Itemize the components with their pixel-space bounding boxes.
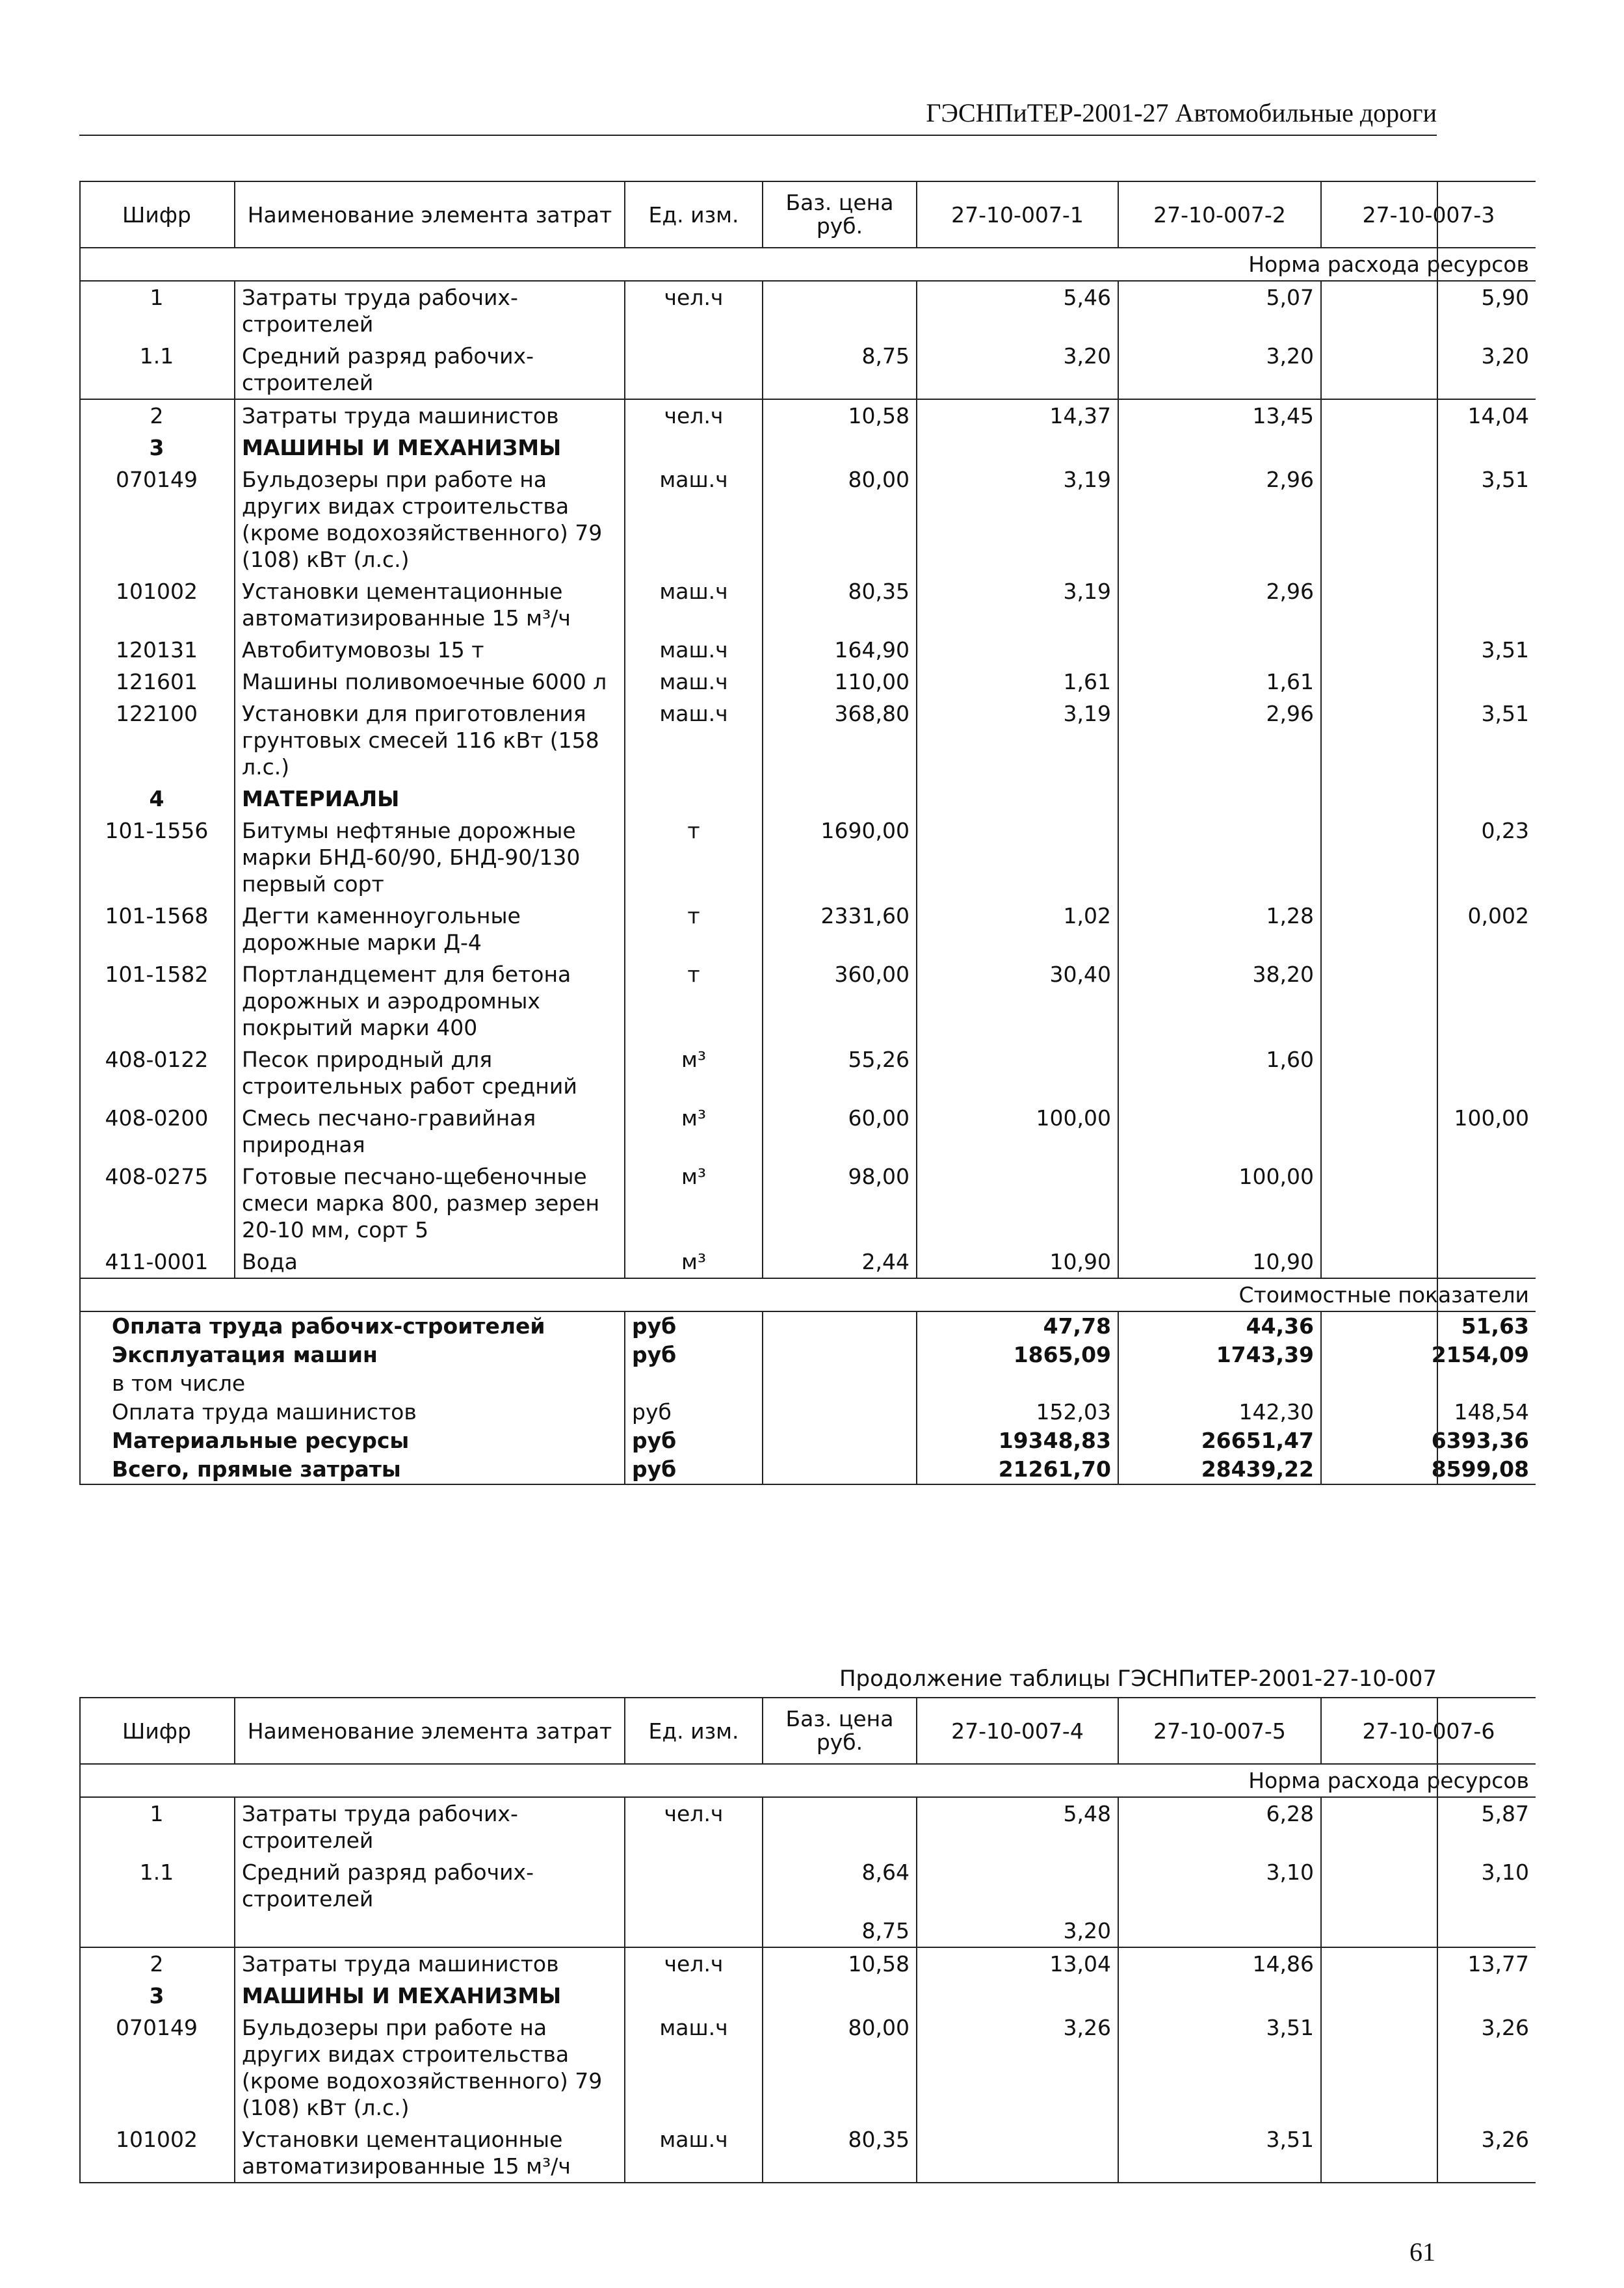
norm-value: 3,10 bbox=[1118, 1856, 1321, 1915]
table-row bbox=[79, 2124, 1536, 2183]
base-price: 8,75 bbox=[763, 340, 917, 399]
cost-value: 1865,09 bbox=[917, 1341, 1118, 1369]
resource-code: 070149 bbox=[79, 2012, 235, 2124]
resource-unit: маш.ч bbox=[625, 634, 763, 666]
norm-value: 14,04 bbox=[1321, 399, 1536, 432]
norm-value bbox=[1118, 1915, 1321, 1947]
norm-value: 3,26 bbox=[1481, 2015, 1529, 2040]
resource-code: 121601 bbox=[79, 666, 235, 698]
resource-name: МАШИНЫ И МЕХАНИЗМЫ bbox=[235, 1980, 625, 2012]
norm-label: Норма расхода ресурсов bbox=[79, 1764, 1536, 1797]
base-price: 80,35 bbox=[763, 575, 917, 634]
column-header: Наименование элемента затрат bbox=[235, 1698, 625, 1764]
resource-name: Дегти каменноугольные дорожные марки Д-4 bbox=[235, 900, 625, 958]
column-header: Баз. цена руб. bbox=[763, 181, 917, 248]
base-price: 60,00 bbox=[763, 1102, 917, 1161]
cost-value: 1743,39 bbox=[1118, 1341, 1321, 1369]
norm-value bbox=[917, 1044, 1118, 1102]
base-price: 360,00 bbox=[763, 958, 917, 1044]
norm-value bbox=[1118, 634, 1321, 666]
norm-value bbox=[917, 1856, 1118, 1915]
norm-value bbox=[917, 634, 1118, 666]
resource-unit: маш.ч bbox=[625, 666, 763, 698]
resource-unit bbox=[625, 1856, 763, 1915]
cost-name: Материальные ресурсы bbox=[79, 1427, 625, 1455]
norm-value: 3,51 bbox=[1118, 2124, 1321, 2183]
table-continuation-caption: Продолжение таблицы ГЭСНПиТЕР-2001-27-10-007 bbox=[839, 1666, 1437, 1692]
table-row bbox=[79, 464, 1536, 575]
resource-code: 3 bbox=[79, 1980, 235, 2012]
cost-value bbox=[1321, 1369, 1536, 1398]
cost-row bbox=[79, 1427, 1536, 1455]
resource-unit: м³ bbox=[625, 1161, 763, 1246]
norm-value: 10,90 bbox=[917, 1246, 1118, 1278]
norm-value: 3,20 bbox=[917, 340, 1118, 399]
cost-value: 28439,22 bbox=[1118, 1455, 1321, 1484]
resource-unit: чел.ч bbox=[625, 1797, 763, 1856]
resource-unit bbox=[625, 1980, 763, 2012]
base-price: 10,58 bbox=[763, 399, 917, 432]
column-header: Наименование элемента затрат bbox=[235, 181, 625, 248]
table-header-row bbox=[79, 1698, 1536, 1764]
cost-name: Оплата труда машинистов bbox=[79, 1398, 625, 1427]
cost-row bbox=[79, 1369, 1536, 1398]
table-row bbox=[79, 1102, 1536, 1161]
cost-row bbox=[79, 1311, 1536, 1341]
resource-name bbox=[235, 1915, 625, 1947]
cost-unit: руб bbox=[625, 1427, 763, 1455]
resource-unit: м³ bbox=[625, 1246, 763, 1278]
column-header: Шифр bbox=[79, 181, 235, 248]
resource-name: Затраты труда машинистов bbox=[235, 1947, 625, 1980]
norm-value bbox=[1321, 783, 1536, 815]
empty-cell bbox=[763, 1341, 917, 1369]
norm-value: 5,07 bbox=[1118, 281, 1321, 340]
resource-code: 4 bbox=[79, 783, 235, 815]
resource-name: Песок природный для строительных работ средний bbox=[235, 1044, 625, 1102]
resource-unit: м³ bbox=[625, 1102, 763, 1161]
norm-value bbox=[1321, 1044, 1536, 1102]
norm-value: 1,02 bbox=[917, 900, 1118, 958]
empty-cell bbox=[763, 1427, 917, 1455]
cost-value bbox=[1118, 1369, 1321, 1398]
cost-name: Всего, прямые затраты bbox=[79, 1455, 625, 1484]
norm-value: 5,46 bbox=[917, 281, 1118, 340]
norm-value bbox=[1118, 783, 1321, 815]
norm-value: 5,90 bbox=[1481, 285, 1529, 310]
norm-value: 0,002 bbox=[1467, 903, 1529, 928]
cost-value: 2154,09 bbox=[1431, 1342, 1529, 1367]
resource-name: Установки цементационные автоматизированные 15 м³/ч bbox=[235, 575, 625, 634]
norm-value: 3,10 bbox=[1481, 1860, 1529, 1885]
resource-code: 1.1 bbox=[79, 340, 235, 399]
base-price: 80,00 bbox=[763, 464, 917, 575]
cost-value: 6393,36 bbox=[1431, 1428, 1529, 1453]
norm-value: 3,19 bbox=[917, 698, 1118, 783]
resource-name: Машины поливомоечные 6000 л bbox=[235, 666, 625, 698]
resource-unit: маш.ч bbox=[625, 2012, 763, 2124]
base-price: 10,58 bbox=[763, 1947, 917, 1980]
column-header: 27-10-007-3 bbox=[1321, 181, 1536, 248]
resource-name: Средний разряд рабочих-строителей bbox=[235, 340, 625, 399]
norm-value: 13,77 bbox=[1321, 1947, 1536, 1980]
norm-value: 100,00 bbox=[1118, 1161, 1321, 1246]
cost-unit: руб bbox=[625, 1311, 763, 1341]
table-row bbox=[79, 666, 1536, 698]
norm-value: 1,61 bbox=[1118, 666, 1321, 698]
table-row bbox=[79, 575, 1536, 634]
empty-cell bbox=[763, 1398, 917, 1427]
resource-unit bbox=[625, 432, 763, 464]
resource-name: Затраты труда рабочих-строителей bbox=[235, 281, 625, 340]
cost-unit: руб bbox=[625, 1398, 763, 1427]
resource-code: 120131 bbox=[79, 634, 235, 666]
cost-name: Эксплуатация машин bbox=[79, 1341, 625, 1369]
table-row bbox=[79, 399, 1536, 432]
resource-name: Затраты труда машинистов bbox=[235, 399, 625, 432]
norm-value: 3,51 bbox=[1481, 637, 1529, 663]
resource-name: Бульдозеры при работе на других видах строительства (кроме водохозяйственного) 79 (108) кВт (л.с.) bbox=[235, 2012, 625, 2124]
norm-value bbox=[1321, 1246, 1536, 1278]
resource-name: Смесь песчано-гравийная природная bbox=[235, 1102, 625, 1161]
resource-code: 101-1582 bbox=[79, 958, 235, 1044]
column-header: Ед. изм. bbox=[625, 1698, 763, 1764]
column-header: Шифр bbox=[79, 1698, 235, 1764]
norm-value: 3,26 bbox=[1321, 2124, 1536, 2183]
norm-value bbox=[1321, 1161, 1536, 1246]
table-row bbox=[79, 1947, 1536, 1980]
base-price: 80,00 bbox=[763, 2012, 917, 2124]
table-row bbox=[79, 340, 1536, 399]
base-price: 1690,00 bbox=[763, 815, 917, 900]
norm-value: 14,37 bbox=[917, 399, 1118, 432]
table-row bbox=[79, 1246, 1536, 1278]
norm-value bbox=[917, 2124, 1118, 2183]
norm-value bbox=[1321, 1980, 1536, 2012]
norm-value: 3,19 bbox=[917, 464, 1118, 575]
resource-code: 1.1 bbox=[79, 1856, 235, 1915]
norm-value: 3,26 bbox=[917, 2012, 1118, 2124]
table-row bbox=[79, 1856, 1536, 1915]
column-header: Ед. изм. bbox=[625, 181, 763, 248]
resource-name: Бульдозеры при работе на других видах строительства (кроме водохозяйственного) 79 (108) кВт (л.с.) bbox=[235, 464, 625, 575]
resource-name: МАТЕРИАЛЫ bbox=[235, 783, 625, 815]
resource-code: 070149 bbox=[79, 464, 235, 575]
norm-value bbox=[1321, 1915, 1536, 1947]
column-header: 27-10-007-5 bbox=[1118, 1698, 1321, 1764]
norm-value: 5,48 bbox=[917, 1797, 1118, 1856]
norm-value: 3,20 bbox=[1481, 343, 1529, 369]
norm-value: 6,28 bbox=[1118, 1797, 1321, 1856]
resource-code: 2 bbox=[79, 1947, 235, 1980]
base-price: 368,80 bbox=[763, 698, 917, 783]
resource-code: 1 bbox=[79, 281, 235, 340]
resource-name: Затраты труда рабочих-строителей bbox=[235, 1797, 625, 1856]
cost-row bbox=[79, 1341, 1536, 1369]
norm-value: 1,61 bbox=[917, 666, 1118, 698]
cost-unit: руб bbox=[625, 1341, 763, 1369]
base-price: 110,00 bbox=[763, 666, 917, 698]
base-price bbox=[763, 783, 917, 815]
cost-value bbox=[917, 1369, 1118, 1398]
norm-value: 3,51 bbox=[1481, 467, 1529, 492]
table-row bbox=[79, 1980, 1536, 2012]
resource-unit: т bbox=[625, 900, 763, 958]
norm-value bbox=[1118, 1980, 1321, 2012]
table-row bbox=[79, 1797, 1536, 1856]
cost-value: 148,54 bbox=[1454, 1399, 1529, 1425]
table-header-row bbox=[79, 181, 1536, 248]
base-price: 55,26 bbox=[763, 1044, 917, 1102]
norm-value bbox=[1118, 815, 1321, 900]
cost-value: 152,03 bbox=[917, 1398, 1118, 1427]
norm-value: 10,90 bbox=[1118, 1246, 1321, 1278]
cost-name: в том числе bbox=[79, 1369, 625, 1398]
resource-name: Готовые песчано-щебеночные смеси марка 800, размер зерен 20-10 мм, сорт 5 bbox=[235, 1161, 625, 1246]
resource-name: МАШИНЫ И МЕХАНИЗМЫ bbox=[235, 432, 625, 464]
norm-value: 38,20 bbox=[1118, 958, 1321, 1044]
norm-value: 30,40 bbox=[917, 958, 1118, 1044]
resource-code: 101002 bbox=[79, 575, 235, 634]
norm-value bbox=[917, 815, 1118, 900]
resource-unit: чел.ч bbox=[625, 281, 763, 340]
base-price: 2331,60 bbox=[763, 900, 917, 958]
norm-value bbox=[917, 432, 1118, 464]
table-row bbox=[79, 634, 1536, 666]
table-row bbox=[79, 1915, 1536, 1947]
table-row bbox=[79, 815, 1536, 900]
resource-unit: чел.ч bbox=[625, 1947, 763, 1980]
resource-code: 101002 bbox=[79, 2124, 235, 2183]
page-number: 61 bbox=[1409, 2237, 1435, 2267]
cost-value: 47,78 bbox=[917, 1311, 1118, 1341]
norm-value: 14,86 bbox=[1118, 1947, 1321, 1980]
cost-value: 8599,08 bbox=[1321, 1455, 1536, 1484]
base-price: 8,75 bbox=[763, 1915, 917, 1947]
norm-value: 3,20 bbox=[917, 1915, 1118, 1947]
base-price bbox=[763, 1980, 917, 2012]
cost-value: 51,63 bbox=[1461, 1313, 1529, 1339]
resource-unit: маш.ч bbox=[625, 698, 763, 783]
base-price: 80,35 bbox=[763, 2124, 917, 2183]
base-price: 2,44 bbox=[763, 1246, 917, 1278]
cost-row bbox=[79, 1398, 1536, 1427]
table-row bbox=[79, 432, 1536, 464]
cost-unit: руб bbox=[625, 1455, 763, 1484]
resource-unit: чел.ч bbox=[625, 399, 763, 432]
resource-code: 1 bbox=[79, 1797, 235, 1856]
norm-value: 100,00 bbox=[1454, 1105, 1529, 1131]
cost-label-row bbox=[79, 1278, 1536, 1311]
base-price: 8,64 bbox=[763, 1856, 917, 1915]
norm-value: 3,20 bbox=[1118, 340, 1321, 399]
cost-value: 21261,70 bbox=[917, 1455, 1118, 1484]
empty-cell bbox=[763, 1311, 917, 1341]
cost-value: 142,30 bbox=[1118, 1398, 1321, 1427]
table-row bbox=[79, 698, 1536, 783]
norm-value: 2,96 bbox=[1118, 698, 1321, 783]
norm-value bbox=[917, 1161, 1118, 1246]
base-price bbox=[763, 1797, 917, 1856]
resource-table-2 bbox=[79, 1697, 1536, 2183]
resource-code bbox=[79, 1915, 235, 1947]
table-row bbox=[79, 281, 1536, 340]
column-header: 27-10-007-1 bbox=[917, 181, 1118, 248]
norm-label: Норма расхода ресурсов bbox=[79, 248, 1536, 281]
table-row bbox=[79, 783, 1536, 815]
norm-value bbox=[1321, 666, 1536, 698]
resource-code: 3 bbox=[79, 432, 235, 464]
resource-unit: т bbox=[625, 815, 763, 900]
norm-value: 100,00 bbox=[917, 1102, 1118, 1161]
norm-value: 13,04 bbox=[917, 1947, 1118, 1980]
table-row bbox=[79, 2012, 1536, 2124]
norm-value: 1,28 bbox=[1118, 900, 1321, 958]
resource-code: 101-1556 bbox=[79, 815, 235, 900]
cost-unit bbox=[625, 1369, 763, 1398]
norm-value: 5,87 bbox=[1481, 1801, 1529, 1826]
norm-value bbox=[1118, 432, 1321, 464]
cost-label: Стоимостные показатели bbox=[79, 1278, 1536, 1311]
resource-code: 408-0200 bbox=[79, 1102, 235, 1161]
resource-name: Вода bbox=[235, 1246, 625, 1278]
norm-value bbox=[1321, 432, 1536, 464]
norm-value: 3,51 bbox=[1118, 2012, 1321, 2124]
resource-name: Установки цементационные автоматизированные 15 м³/ч bbox=[235, 2124, 625, 2183]
resource-code: 2 bbox=[79, 399, 235, 432]
cost-value: 19348,83 bbox=[917, 1427, 1118, 1455]
table-row bbox=[79, 900, 1536, 958]
norm-value bbox=[917, 1980, 1118, 2012]
resource-code: 408-0122 bbox=[79, 1044, 235, 1102]
resource-name: Установки для приготовления грунтовых смесей 116 кВт (158 л.с.) bbox=[235, 698, 625, 783]
resource-name: Портландцемент для бетона дорожных и аэродромных покрытий марки 400 bbox=[235, 958, 625, 1044]
norm-value: 0,23 bbox=[1481, 818, 1529, 843]
resource-unit: маш.ч bbox=[625, 464, 763, 575]
column-header: 27-10-007-4 bbox=[917, 1698, 1118, 1764]
resource-table-1 bbox=[79, 181, 1536, 1485]
empty-cell bbox=[763, 1455, 917, 1484]
page-header bbox=[79, 98, 1437, 136]
norm-value: 3,19 bbox=[917, 575, 1118, 634]
table-row bbox=[79, 1044, 1536, 1102]
column-header: Баз. цена руб. bbox=[763, 1698, 917, 1764]
resource-unit: м³ bbox=[625, 1044, 763, 1102]
table-row bbox=[79, 958, 1536, 1044]
resource-unit: т bbox=[625, 958, 763, 1044]
resource-code: 408-0275 bbox=[79, 1161, 235, 1246]
empty-cell bbox=[763, 1369, 917, 1398]
resource-code: 101-1568 bbox=[79, 900, 235, 958]
column-header: 27-10-007-6 bbox=[1321, 1698, 1536, 1764]
norm-value bbox=[1321, 575, 1536, 634]
norm-value: 13,45 bbox=[1118, 399, 1321, 432]
norm-value: 1,60 bbox=[1118, 1044, 1321, 1102]
norm-label-row bbox=[79, 1764, 1536, 1797]
base-price: 164,90 bbox=[763, 634, 917, 666]
base-price bbox=[763, 432, 917, 464]
resource-unit: маш.ч bbox=[625, 575, 763, 634]
resource-code: 411-0001 bbox=[79, 1246, 235, 1278]
norm-value: 3,51 bbox=[1481, 701, 1529, 726]
norm-value bbox=[1118, 1102, 1321, 1161]
cost-name: Оплата труда рабочих-строителей bbox=[79, 1311, 625, 1341]
resource-code: 122100 bbox=[79, 698, 235, 783]
resource-name: Битумы нефтяные дорожные марки БНД-60/90, БНД-90/130 первый сорт bbox=[235, 815, 625, 900]
resource-unit bbox=[625, 1915, 763, 1947]
resource-unit bbox=[625, 340, 763, 399]
cost-value: 26651,47 bbox=[1118, 1427, 1321, 1455]
norm-value bbox=[917, 783, 1118, 815]
norm-value: 2,96 bbox=[1118, 575, 1321, 634]
norm-value: 2,96 bbox=[1118, 464, 1321, 575]
norm-label-row bbox=[79, 248, 1536, 281]
cost-value: 44,36 bbox=[1118, 1311, 1321, 1341]
norm-value bbox=[1321, 958, 1536, 1044]
resource-unit bbox=[625, 783, 763, 815]
resource-name: Средний разряд рабочих-строителей bbox=[235, 1856, 625, 1915]
base-price bbox=[763, 281, 917, 340]
table-row bbox=[79, 1161, 1536, 1246]
column-header: 27-10-007-2 bbox=[1118, 181, 1321, 248]
cost-row bbox=[79, 1455, 1536, 1484]
resource-name: Автобитумовозы 15 т bbox=[235, 634, 625, 666]
base-price: 98,00 bbox=[763, 1161, 917, 1246]
resource-unit: маш.ч bbox=[625, 2124, 763, 2183]
document-title: ГЭСНПиТЕР-2001-27 Автомобильные дороги bbox=[926, 98, 1437, 127]
